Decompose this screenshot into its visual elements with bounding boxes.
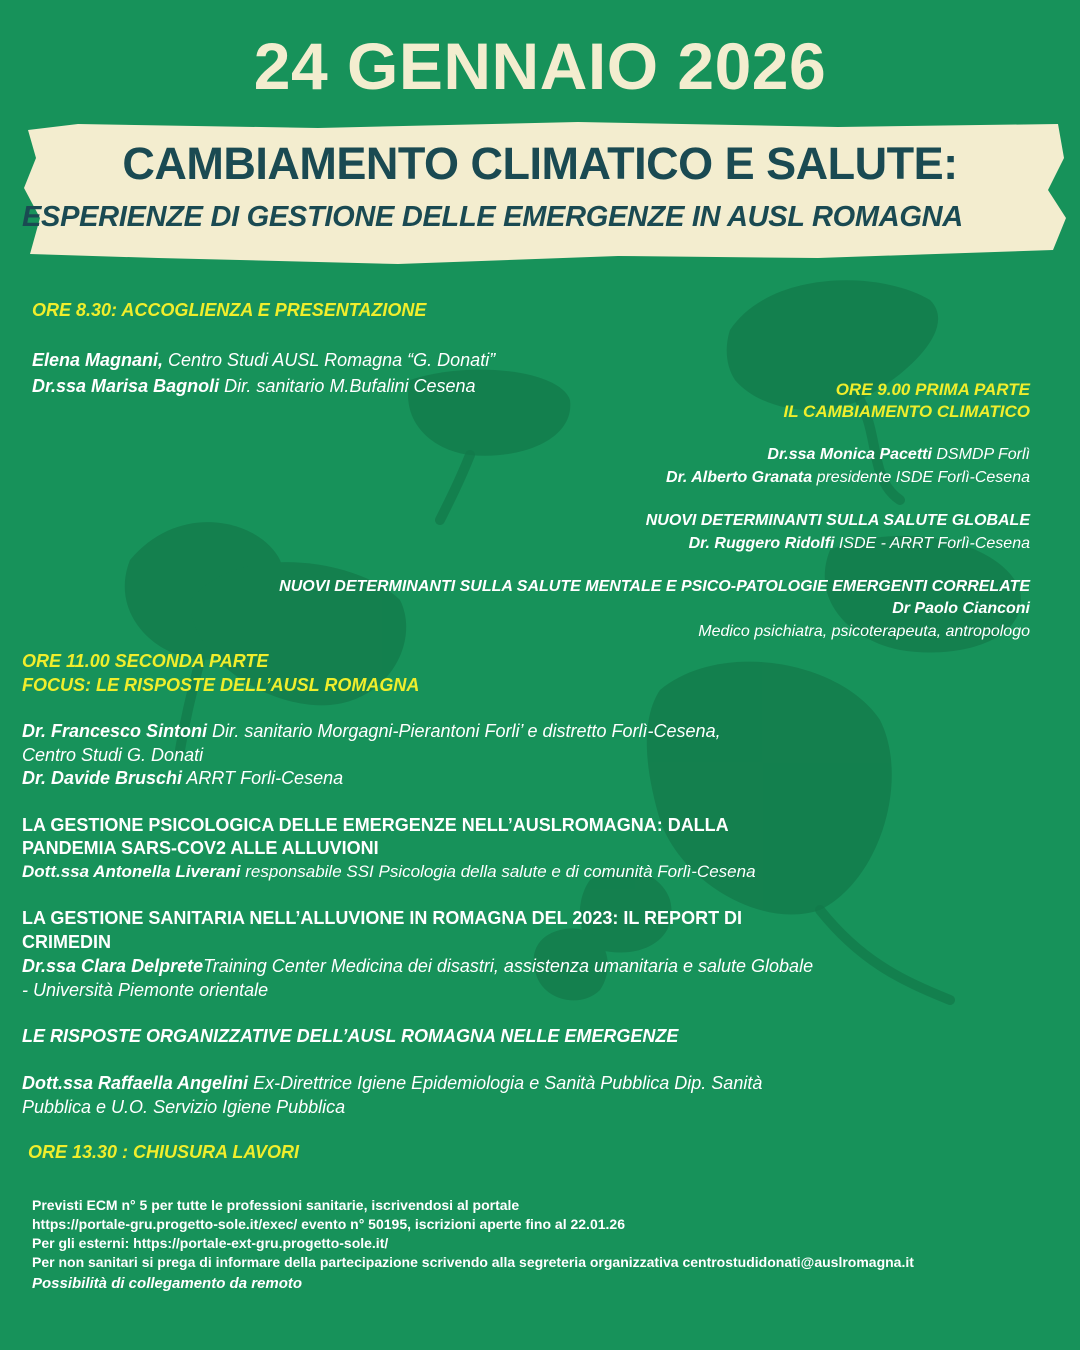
speaker-name: Dr. Francesco Sintoni <box>22 721 208 741</box>
speaker-name: Dott.ssa Raffaella Angelini <box>22 1073 249 1093</box>
bruschi-line <box>22 768 343 789</box>
topic-san-line1: LA GESTIONE SANITARIA NELL’ALLUVIONE IN ROMAGNA DEL 2023: IL REPORT DI <box>22 908 743 928</box>
footer-portal-link[interactable]: https://portale-gru.progetto-sole.it/exec/ evento n° 50195, iscrizioni aperte fino al 22.01.26 <box>32 1216 625 1232</box>
part1-speaker-2 <box>666 469 1030 487</box>
topic-org: LE RISPOSTE ORGANIZZATIVE DELL’AUSL ROMAGNA NELLE EMERGENZE <box>22 1026 679 1046</box>
speaker-role: DSMDP Forlì <box>931 446 1030 463</box>
footer-external-link[interactable]: Per gli esterni: https://portale-ext-gru.progetto-sole.it/ <box>32 1235 389 1251</box>
speaker-name: Dr.ssa Monica Pacetti <box>767 446 932 463</box>
part1-speaker-3 <box>689 535 1030 553</box>
speaker-role: ARRT Forli-Cesena <box>182 768 344 788</box>
topic-psico-line2: PANDEMIA SARS-COV2 ALLE ALLUVIONI <box>22 838 379 858</box>
footer-remote: Possibilità di collegamento da remoto <box>32 1275 303 1292</box>
delprete-role-line2: - Università Piemonte orientale <box>22 980 269 1000</box>
part2-heading-line2: FOCUS: LE RISPOSTE DELL’AUSL ROMAGNA <box>22 675 420 695</box>
opening-speaker-2 <box>32 376 476 397</box>
angelini-line <box>22 1073 762 1094</box>
footer-ecm: Previsti ECM n° 5 per tutte le professioni sanitarie, iscrivendosi al portale <box>32 1197 520 1213</box>
liverani-line <box>22 862 756 882</box>
part1-speaker-4-name: Dr Paolo Cianconi <box>892 600 1030 617</box>
event-title: CAMBIAMENTO CLIMATICO E SALUTE: <box>122 138 958 189</box>
speaker-role: Ex-Direttrice Igiene Epidemiologia e Sanità Pubblica Dip. Sanità <box>248 1073 763 1093</box>
delprete-line <box>22 956 813 977</box>
angelini-role-line2: Pubblica e U.O. Servizio Igiene Pubblica <box>22 1097 346 1117</box>
opening-heading: ORE 8.30: ACCOGLIENZA E PRESENTAZIONE <box>32 300 427 320</box>
speaker-name: Dr.ssa Clara Delprete <box>22 956 204 976</box>
speaker-role: Dir. sanitario M.Bufalini Cesena <box>219 376 476 396</box>
part1-topic-2: NUOVI DETERMINANTI SULLA SALUTE GLOBALE <box>645 512 1030 529</box>
sintoni-line <box>22 721 721 742</box>
part1-speaker-4-role: Medico psichiatra, psicoterapeuta, antropologo <box>698 623 1030 640</box>
part1-topic-3: NUOVI DETERMINANTI SULLA SALUTE MENTALE E PSICO-PATOLOGIE EMERGENTI CORRELATE <box>279 578 1030 595</box>
part1-heading-line1: ORE 9.00 PRIMA PARTE <box>835 380 1030 399</box>
topic-psico-line1: LA GESTIONE PSICOLOGICA DELLE EMERGENZE NELL’AUSLROMAGNA: DALLA <box>22 815 729 835</box>
speaker-role: presidente ISDE Forlì-Cesena <box>812 469 1030 486</box>
footer-contact: Per non sanitari si prega di informare della partecipazione scrivendo alla segreteria organizzativa centrostudidonati@auslromagna.it <box>32 1254 914 1270</box>
event-date: 24 GENNAIO 2026 <box>253 29 827 103</box>
speaker-role: ISDE - ARRT Forlì-Cesena <box>834 535 1030 552</box>
topic-san-line2: CRIMEDIN <box>22 932 111 952</box>
closing-heading: ORE 13.30 : CHIUSURA LAVORI <box>28 1142 300 1162</box>
speaker-role: Dir. sanitario Morgagni-Pierantoni Forli’ e distretto Forlì-Cesena, <box>207 721 721 741</box>
speaker-role: Training Center Medicina dei disastri, assistenza umanitaria e salute Globale <box>203 956 814 976</box>
speaker-name: Elena Magnani, <box>32 350 164 370</box>
opening-speaker-1 <box>32 350 495 371</box>
speaker-role: responsabile SSI Psicologia della salute e di comunità Forlì-Cesena <box>240 862 756 881</box>
speaker-name: Dr. Alberto Granata <box>666 469 813 486</box>
part1-speaker-1 <box>767 446 1030 464</box>
event-subtitle: ESPERIENZE DI GESTIONE DELLE EMERGENZE IN AUSL ROMAGNA <box>22 201 963 233</box>
speaker-name: Dr. Davide Bruschi <box>22 768 183 788</box>
speaker-role: Centro Studi AUSL Romagna “G. Donati” <box>163 350 496 370</box>
speaker-name: Dott.ssa Antonella Liverani <box>22 862 241 881</box>
sintoni-role-line2: Centro Studi G. Donati <box>22 745 204 765</box>
part2-heading-line1: ORE 11.00 SECONDA PARTE <box>22 651 269 671</box>
speaker-name: Dr.ssa Marisa Bagnoli <box>32 376 220 396</box>
speaker-name: Dr. Ruggero Ridolfi <box>688 535 835 552</box>
part1-heading-line2: IL CAMBIAMENTO CLIMATICO <box>783 402 1030 421</box>
